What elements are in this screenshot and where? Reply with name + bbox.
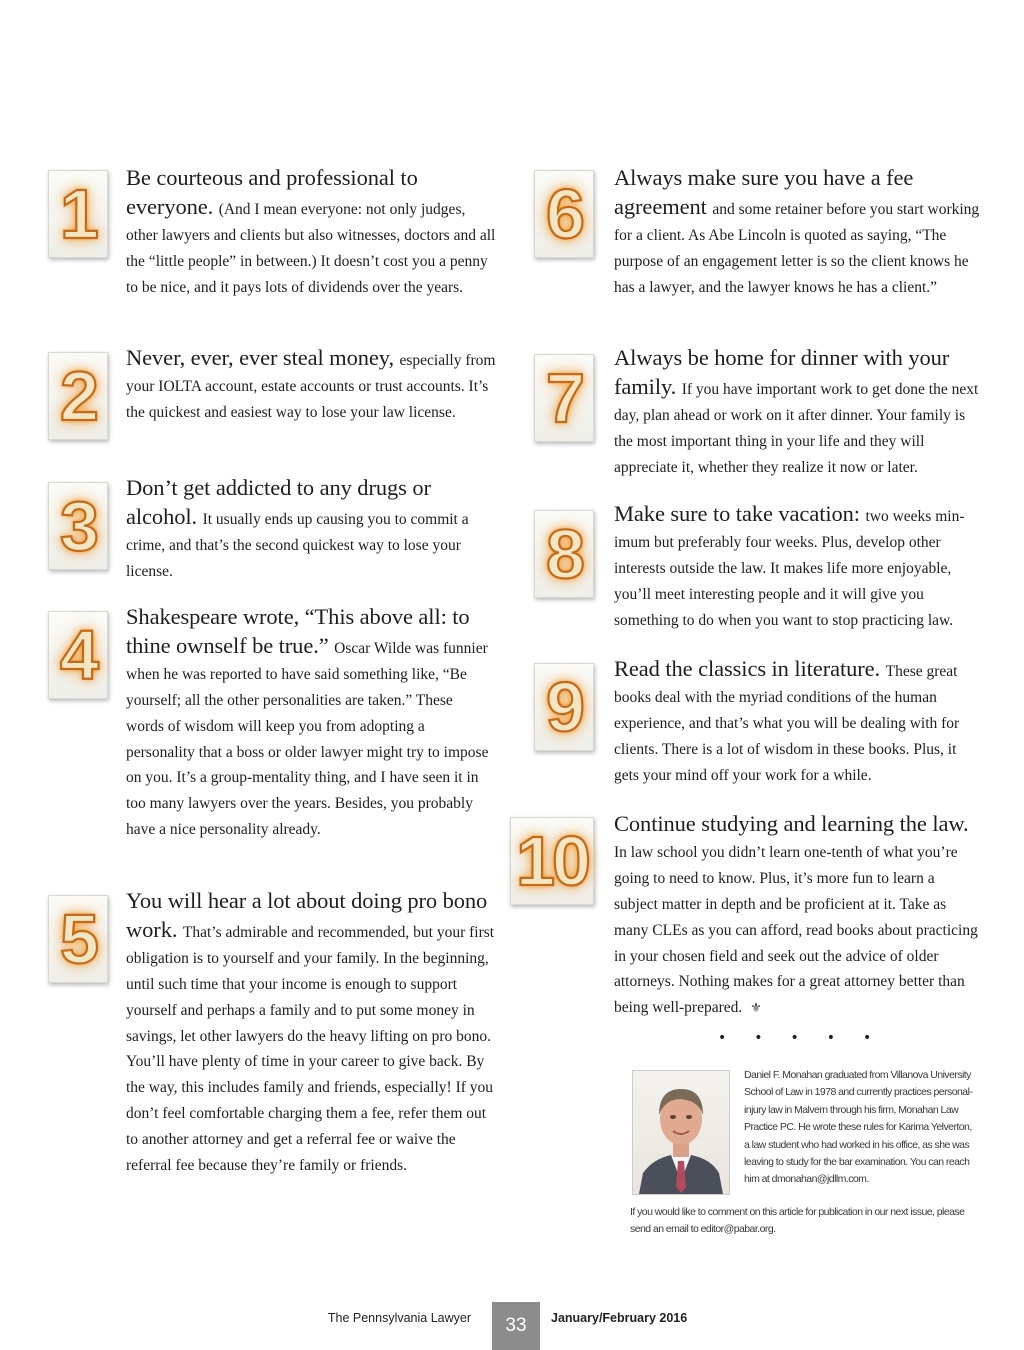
author-photo	[632, 1070, 730, 1195]
tip-body: especially from your IOLTA account, estate accounts or trust accounts. It’s the quickest and easiest way to lose your law license.	[126, 352, 496, 421]
footer-publication: The Pennsylvania Lawyer	[327, 1311, 471, 1325]
tip-heading: Don’t get addicted to any drugs or alcohol.	[126, 475, 431, 529]
tip-body: In law school you didn’t learn one-tenth of what you’re going to need to know. Plus, it’s more fun to learn a subject matter in depth and be proficient at it. Take as many CLEs as you can afford, read books about practicing in your chosen field and seek out the advice of older attorneys. Nothing makes for a great attorney better than being well-prepared.	[614, 843, 978, 1017]
tip-body: These great books deal with the myriad conditions of the human experience, and that’s what you will be dealing with for clients. There is a lot of wisdom in these books. Plus, it gets your mind off your work for a while.	[614, 663, 960, 784]
number-10-icon: 10	[516, 822, 588, 900]
tip-heading: Continue studying and learning the law.	[614, 811, 969, 836]
number-badge-10	[510, 817, 594, 905]
number-1-icon: 1	[60, 175, 96, 253]
number-badge-3	[48, 482, 108, 570]
tip-body: Oscar Wilde was funnier when he was reported to have said something like, “Be yourself; all the other personalities are taken.” These words of wisdom will keep you from adopting a personality that a boss or older lawyer might try to impose on you. It’s a group-mentality thing, and I have seen it in too many lawyers over the years. Besides, you probably have a nice personality already.	[126, 639, 489, 839]
page-number-label: 33	[505, 1315, 527, 1336]
number-badge-8	[534, 510, 594, 598]
tip-heading: You will hear a lot about doing pro bono work.	[126, 888, 488, 942]
tip-body: (And I mean everyone: not only judges, other lawyers and clients but also witnesses, doctors and all the “little people” in between.) It doesn’t cost you a penny to be nice, and it pays lots of dividends over the years.	[126, 200, 496, 296]
tip-heading: Shakespeare wrote, “This above all: to thine ownself be true.”	[126, 604, 470, 658]
footer-issue: January/February 2016	[551, 1311, 688, 1325]
tip-heading: Read the classics in literature.	[614, 656, 886, 681]
tip-text-1	[126, 165, 498, 301]
tip-body: If you have important work to get done the next day, plan ahead or work on it after dinner. Your family is the most important thing in your life and they will appreciate it, whether they realize it now or later.	[614, 380, 979, 476]
tip-text-5	[126, 888, 498, 1179]
tip-body: It usually ends up causing you to commit a crime, and that’s the second quickest way to lose your license.	[126, 510, 469, 580]
section-separator: •••••	[718, 1030, 900, 1046]
tip-body: two weeks minimum but preferably four weeks. Plus, develop other interests outside the law. It makes life more enjoyable, you’ll meet interesting people and it will give you something to do when you want to stop practicing law.	[614, 508, 965, 629]
number-9-icon: 9	[546, 668, 582, 746]
number-badge-2	[48, 352, 108, 440]
number-badge-4	[48, 611, 108, 699]
number-3-icon: 3	[60, 487, 96, 565]
tip-heading: Be courteous and professional to everyone.	[126, 165, 418, 219]
tip-text-9	[614, 656, 980, 789]
tip-heading: Always make sure you have a fee agreement	[614, 165, 914, 219]
tip-heading: Always be home for dinner with your family.	[614, 345, 950, 399]
tip-body: That’s admirable and recommended, but your first obligation is to yourself and your family. In the beginning, until such time that your income is enough to support yourself and perhaps a family and to put some money in savings, let other lawyers do the heavy lifting on pro bono. You’ll have plenty of time in your career to give back. By the way, this includes family and friends, especially! If you don’t feel comfortable charging them a fee, refer them out to another attorney and get a referral fee or waive the referral fee because they’re family or friends.	[126, 923, 495, 1175]
number-badge-6	[534, 170, 594, 258]
tip-heading: Make sure to take vacation:	[614, 501, 866, 526]
number-4-icon: 4	[60, 616, 96, 694]
tip-text-3	[126, 475, 498, 585]
tip-text-7	[614, 345, 980, 481]
tip-heading: Never, ever, ever steal money,	[126, 345, 400, 370]
number-6-icon: 6	[546, 175, 582, 253]
tip-text-6	[614, 165, 980, 301]
tip-text-8	[614, 501, 980, 634]
page-number	[492, 1302, 540, 1350]
tip-text-10	[614, 811, 980, 1022]
tip-text-4	[126, 604, 494, 843]
number-badge-1	[48, 170, 108, 258]
number-8-icon: 8	[546, 515, 582, 593]
end-mark-icon: ⚜	[750, 1001, 762, 1017]
number-badge-9	[534, 663, 594, 751]
author-portrait-icon	[633, 1071, 729, 1194]
number-7-icon: 7	[546, 359, 582, 437]
tip-body: and some retainer before you start working for a client. As Abe Lincoln is quoted as saying, “The purpose of an engagement letter is so the client knows he has a lawyer, and the lawyer knows he has a client.”	[614, 200, 980, 296]
number-5-icon: 5	[60, 900, 96, 978]
number-2-icon: 2	[60, 357, 96, 435]
number-badge-7	[534, 354, 594, 442]
number-badge-5	[48, 895, 108, 983]
author-bio: Daniel F. Monahan graduated from Villanova University School of Law in 1978 and currently practices personal-injury law in Malvern through his firm, Monahan Law Practice PC. He wrote these rules for Karima Yelverton, a law student who had worked in his office, as she was leaving to study for the bar examination. You can reach him at dmonahan@jdllm.com.	[744, 1069, 973, 1186]
tip-text-2	[126, 345, 498, 426]
comment-note: If you would like to comment on this article for publication in our next issue, please send an email to editor@pabar.org.	[630, 1206, 965, 1235]
